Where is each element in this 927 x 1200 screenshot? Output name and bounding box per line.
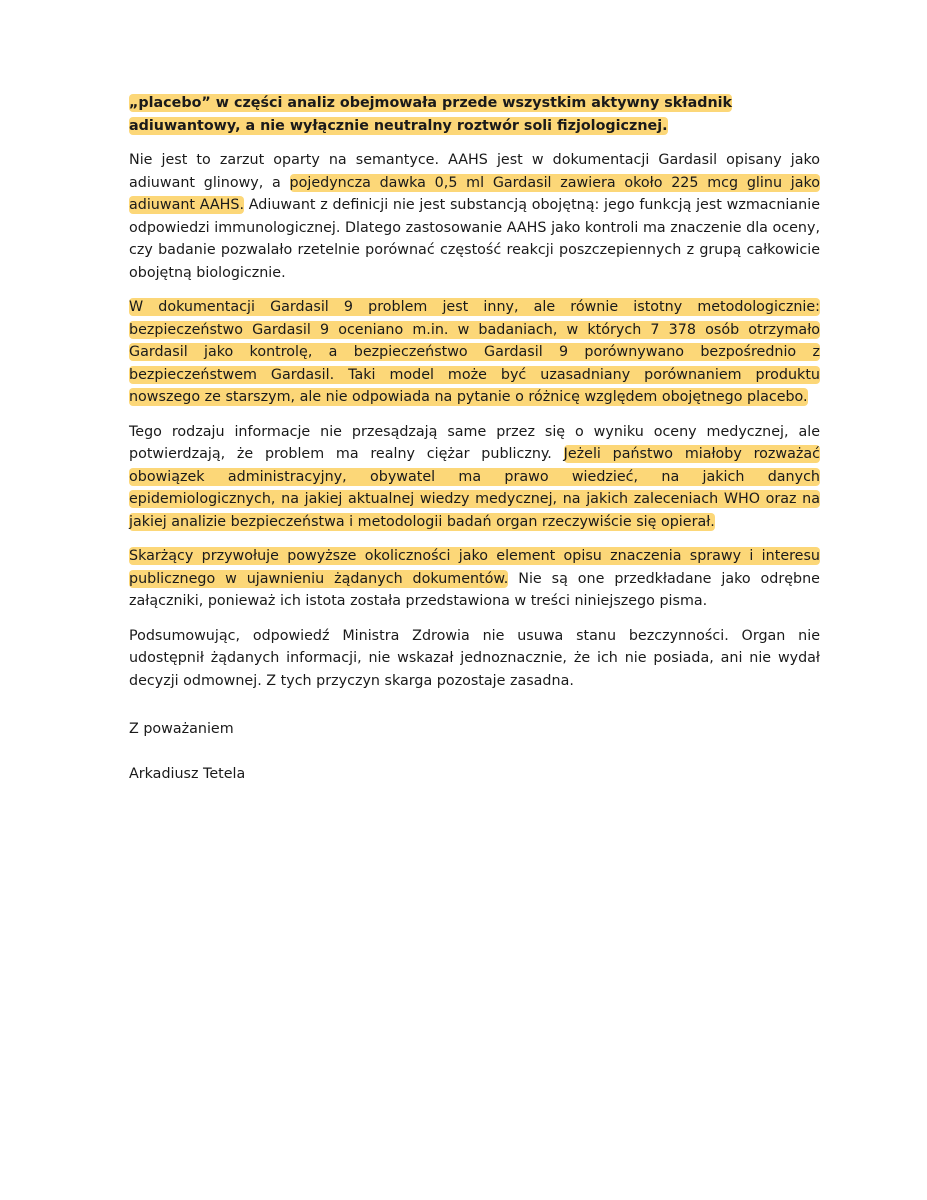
highlighted-text: „placebo” w części analiz obejmowała przede wszystkim aktywny składnik adiuwantowy, a nie wyłącznie neutralny roztwór soli fizjologicznej. [129, 95, 733, 134]
paragraph-complainant [129, 545, 820, 613]
paragraph-text: Nie są one przedkładane jako odrębne załączniki, ponieważ ich istota została przedstawiona w treści niniejszego pisma. [129, 570, 820, 609]
paragraph-aahs [129, 149, 820, 284]
paragraph-gardasil-9 [129, 296, 820, 409]
paragraph-text: Podsumowując, odpowiedź Ministra Zdrowia nie usuwa stanu bezczynności. Organ nie udostępnił żądanych informacji, nie wskazał jednoznacznie, że ich nie posiada, ani nie wydał decyzji odmownej. Z tych przyczyn skarga pozostaje zasadna. [129, 627, 820, 689]
paragraph-text: Nie jest to zarzut oparty na semantyce. AAHS jest w dokumentacji Gardasil opisany jako adiuwant glinowy, a [129, 152, 820, 191]
paragraph-placebo-note [129, 92, 820, 137]
highlighted-text: pojedyncza dawka 0,5 ml Gardasil zawiera około 225 mcg glinu jako adiuwant AAHS. [129, 174, 821, 213]
highlighted-text: Skarżący przywołuje powyższe okoliczności jako element opisu znaczenia sprawy i interesu publicznego w ujawnieniu żądanych dokumentów. [129, 548, 820, 587]
closing-salutation: Z poważaniem [129, 721, 234, 737]
signature-name: Arkadiusz Tetela [129, 765, 246, 782]
document-page [129, 92, 820, 785]
highlighted-text: Jeżeli państwo miałoby rozważać obowiązek administracyjny, obywatel ma prawo wiedzieć, na jakich danych epidemiologicznych, na jakiej aktualnej wiedzy medycznej, na jakich zaleceniach WHO oraz na jakiej analizie bezpieczeństwa i metodologii badań organ rzeczywiście się opierał. [129, 446, 820, 530]
highlighted-text: W dokumentacji Gardasil 9 problem jest inny, ale równie istotny metodologicznie: bezpieczeństwo Gardasil 9 oceniano m.in. w badaniach, w których 7 378 osób otrzymało Gardasil jako kontrolę, a bezpieczeństwo Gardasil 9 porównywano bezpośrednio z bezpieczeństwem Gardasil. Taki model może być uzasadniany porównaniem produktu nowszego ze starszym, ale nie odpowiada na pytanie o różnicę względem obojętnego placebo. [129, 299, 820, 405]
paragraph-text: Adiuwant z definicji nie jest substancją obojętną: jego funkcją jest wzmacnianie odpowiedzi immunologicznej. Dlatego zastosowanie AAHS jako kontroli ma znaczenie dla oceny, czy badanie pozwalało rzetelnie porównać częstość reakcji poszczepiennych z grupą całkowicie obojętną biologicznie. [129, 197, 820, 281]
paragraph-summary [129, 625, 820, 693]
paragraph-text: Tego rodzaju informacje nie przesądzają same przez się o wyniku oceny medycznej, ale potwierdzają, że problem ma realny ciężar publiczny. [129, 423, 820, 462]
paragraph-public-interest [129, 421, 820, 534]
